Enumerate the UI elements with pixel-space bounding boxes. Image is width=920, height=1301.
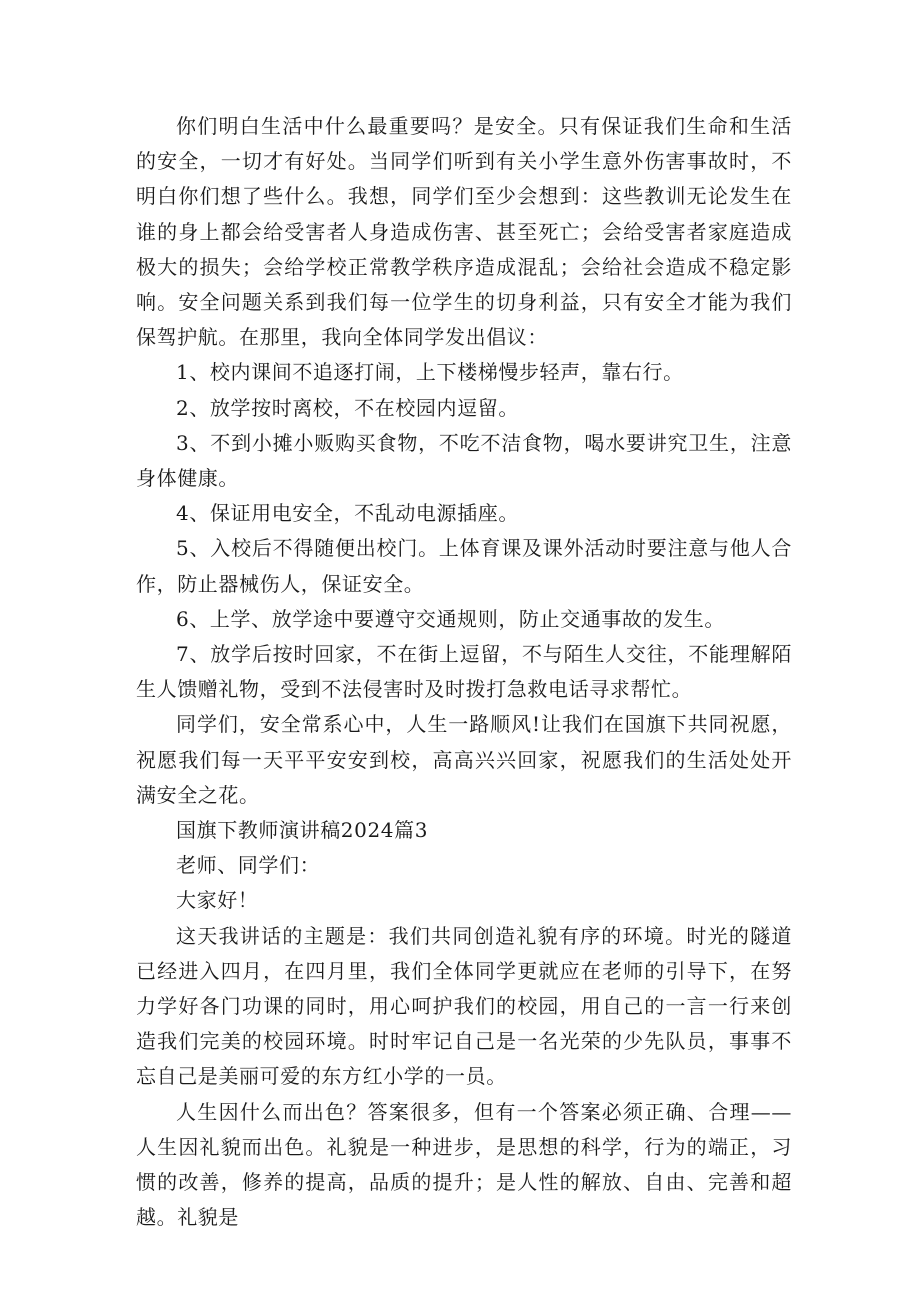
proposal-item-4: 4、保证用电安全，不乱动电源插座。 [176,501,519,526]
proposal-item-1: 1、校内课间不追逐打闹，上下楼梯慢步轻声，靠右行。 [176,360,684,385]
proposal-item-5: 5、入校后不得随便出校门。上体育课及课外活动时要注意与他人合作，防止器械伤人，保证安全。 [136,536,792,596]
proposal-item-3: 3、不到小摊小贩购买食物，不吃不洁食物，喝水要讲究卫生，注意身体健康。 [136,430,792,491]
salutation: 老师、同学们： [176,853,321,878]
document-body [136,109,792,1236]
proposal-item-7: 7、放学后按时回家，不在街上逗留，不与陌生人交往，不能理解陌生人馈赠礼物，受到不法侵害时及时拨打急救电话寻求帮忙。 [136,642,792,702]
proposal-item-2: 2、放学按时离校，不在校园内逗留。 [176,395,519,420]
paragraph-safety-closing: 同学们，安全常系心中，人生一路顺风!让我们在国旗下共同祝愿，祝愿我们每一天平平安安到校，高高兴兴回家，祝愿我们的生活处处开满安全之花。 [136,712,792,807]
paragraph-speech-theme: 这天我讲话的主题是：我们共同创造礼貌有序的环境。时光的隧道已经进入四月，在四月里，我们全体同学更就应在老师的引导下，在努力学好各门功课的同时，用心呵护我们的校园，用自己的一言一行来创造我们完美的校园环境。时时牢记自己是一名光荣的少先队员，事事不忘自己是美丽可爱的东方红小学的一员。 [136,923,792,1089]
greeting: 大家好！ [176,888,259,913]
paragraph-courtesy: 人生因什么而出色？答案很多，但有一个答案必须正确、合理——人生因礼貌而出色。礼貌是一种进步，是思想的科学，行为的端正，习惯的改善，修养的提高，品质的提升；是人性的解放、自由、完善和超越。礼貌是 [136,1099,792,1230]
section-heading: 国旗下教师演讲稿2024篇3 [176,818,429,843]
paragraph-safety-intro: 你们明白生活中什么最重要吗？是安全。只有保证我们生命和生活的安全，一切才有好处。当同学们听到有关小学生意外伤害事故时，不明白你们想了些什么。我想，同学们至少会想到：这些教训无论发生在谁的身上都会给受害者人身造成伤害、甚至死亡；会给受害者家庭造成极大的损失；会给学校正常教学秩序造成混乱；会给社会造成不稳定影响。安全问题关系到我们每一位学生的切身利益，只有安全才能为我们保驾护航。在那里，我向全体同学发出倡议： [136,114,792,350]
proposal-item-6: 6、上学、放学途中要遵守交通规则，防止交通事故的发生。 [176,606,725,631]
